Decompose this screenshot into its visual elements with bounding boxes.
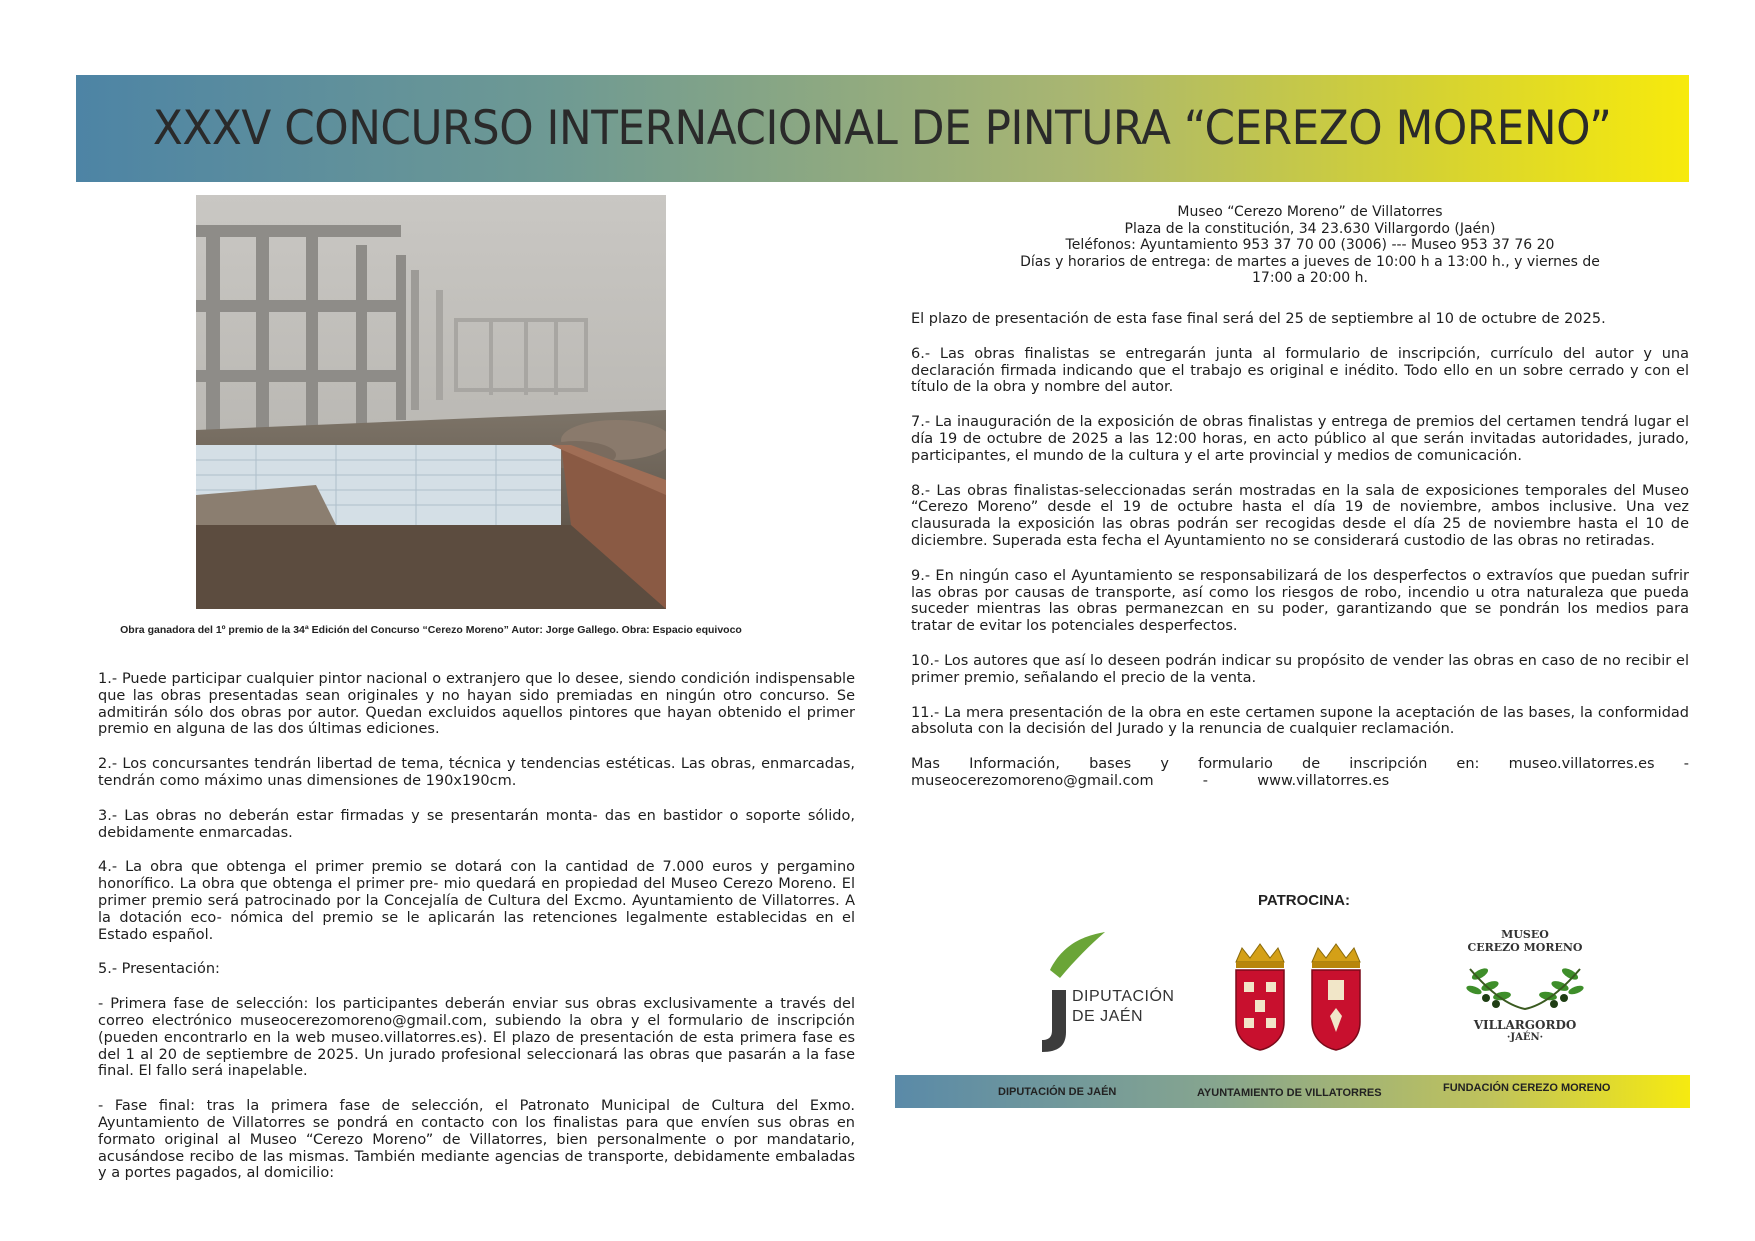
- more-info: [911, 756, 1689, 790]
- address-hours-2: 17:00 a 20:00 h.: [1252, 270, 1368, 286]
- museum-address: [1000, 204, 1620, 287]
- rule-4: 4.- La obra que obtenga el primer premio se dotará con la cantidad de 7.000 euros y pergamino honorífico. La obra que obtenga el primer pre- mio quedará en propiedad del Museo Cerezo Moreno. El primer premio será patrocinado por la Concejalía de Cultura del Excmo. Ayuntamiento de Villatorres. A la dotación eco- nómica del premio se le aplicarán las retenciones legalmente establecidas en el Estado español.: [98, 859, 855, 943]
- rule-3: 3.- Las obras no deberán estar firmadas y se presentarán monta- das en bastidor o soporte sólido, debidamente enmarcadas.: [98, 807, 855, 841]
- museo-logo-text-4: ·JAÉN·: [1506, 1032, 1544, 1043]
- photo-caption: Obra ganadora del 1º premio de la 34ª Edición del Concurso “Cerezo Moreno” Autor: Jorge Gallego. Obra: Espacio equivoco: [120, 624, 742, 636]
- diputacion-logo-text-2: DE JAÉN: [1072, 1008, 1144, 1025]
- museo-logo-text-2: CEREZO MORENO: [1467, 941, 1583, 954]
- sponsors-heading: PATROCINA:: [1258, 892, 1350, 909]
- footer-ayuntamiento: AYUNTAMIENTO DE VILLATORRES: [1197, 1087, 1382, 1099]
- diputacion-jaen-logo: [1030, 930, 1180, 1060]
- address-phones: Teléfonos: Ayuntamiento 953 37 70 00 (3006) --- Museo 953 37 76 20: [1065, 237, 1555, 253]
- footer-fundacion: FUNDACIÓN CEREZO MORENO: [1443, 1082, 1611, 1094]
- rule-9: 9.- En ningún caso el Ayuntamiento se responsabilizará de los desperfectos o extravíos que puedan sufrir las obras por causas de transporte, así como los riesgos de robo, incendio u otra naturaleza que pueda suceder mientras las obras permanezcan en su poder, garantizando que se pondrán los medios para tratar de evitar los potenciales desperfectos.: [911, 567, 1689, 635]
- contact-email[interactable]: museocerezomoreno@gmail.com: [911, 772, 1154, 789]
- address-hours: Días y horarios de entrega: de martes a jueves de 10:00 h a 13:00 h., y viernes de: [1020, 253, 1600, 270]
- address-line-1: Museo “Cerezo Moreno” de Villatorres: [1177, 204, 1443, 220]
- rule-7: 7.- La inauguración de la exposición de obras finalistas y entrega de premios del certamen tendrá lugar el día 19 de octubre de 2025 a las 12:00 horas, en acto público al que serán invitadas autoridades, jurado, participantes, el mundo de la cultura y el arte provincial y medios de comunicación.: [911, 414, 1689, 464]
- winning-artwork-photo: [196, 195, 666, 609]
- coat-of-arms-icon: [1230, 942, 1370, 1052]
- more-info-line-2: [911, 773, 1689, 790]
- rule-8: 8.- Las obras finalistas-seleccionadas serán mostradas en la sala de exposiciones temporales del Museo “Cerezo Moreno” desde el 19 de octubre hasta el día 19 de noviembre, ambos inclusive. Una vez clausurada la exposición las obras podrán ser recogidas desde el día 25 de noviembre hasta el 10 de diciembre. Superada esta fecha el Ayuntamiento no se considerará custodio de las obras no retiradas.: [911, 482, 1689, 549]
- page-title: XXXV CONCURSO INTERNACIONAL DE PINTURA “CEREZO MORENO”: [153, 101, 1612, 156]
- villatorres-coats-of-arms: [1230, 942, 1370, 1052]
- footer-diputacion: DIPUTACIÓN DE JAÉN: [998, 1086, 1117, 1098]
- museo-cerezo-moreno-logo: [1460, 928, 1590, 1058]
- diputacion-logo-text-1: DIPUTACIÓN: [1072, 988, 1175, 1005]
- rule-2: 2.- Los concursantes tendrán libertad de tema, técnica y tendencias estéticas. Las obras, enmarcadas, tendrán como máximo unas dimensiones de 190x190cm.: [98, 756, 855, 789]
- museo-logo-text-1: MUSEO: [1501, 928, 1549, 941]
- rule-5-first-phase: - Primera fase de selección: los participantes deberán enviar sus obras exclusivamente a través del correo electrónico museocerezomoreno@gmail.com, subiendo la obra y el formulario de inscripción (pueden encontrarlo en la web museo.villatorres.es). El plazo de presentación de esta primera fase es del 1 al 20 de septiembre de 2025. Un jurado profesional seleccionará las obras que pasarán a la fase final. El fallo será inapelable.: [98, 996, 855, 1080]
- rule-5-final-phase: - Fase final: tras la primera fase de selección, el Patronato Municipal de Cultura del Exmo. Ayuntamiento de Villatorres se pondrá en contacto con los finalistas para que envíen sus obras en formato original al Museo “Cerezo Moreno” de Villatorres, bien personalmente o por mandatario, acusándose recibo de las mismas. También mediante agencias de transporte, debidamente embaladas y a portes pagados, al domicilio:: [98, 1098, 855, 1182]
- rule-1: 1.- Puede participar cualquier pintor nacional o extranjero que lo desee, siendo condición indispensable que las obras presentadas sean originales y no hayan sido premiadas en ningún otro concurso. Se admitirán sólo dos obras por autor. Quedan excluidos aquellos pintores que hayan obtenido el primer premio en alguna de las dos últimas ediciones.: [98, 671, 855, 738]
- final-phase-deadline: El plazo de presentación de esta fase final será del 25 de septiembre al 10 de octubre de 2025.: [911, 311, 1606, 327]
- left-column: [98, 671, 855, 1200]
- contact-separator: -: [1202, 772, 1209, 789]
- rule-11: 11.- La mera presentación de la obra en este certamen supone la aceptación de las bases, la conformidad absoluta con la decisión del Jurado y la renuncia de cualquier reclamación.: [911, 704, 1689, 738]
- rule-6: 6.- Las obras finalistas se entregarán junta al formulario de inscripción, currículo del autor y una declaración firmada indicando que el trabajo es original e inédito. Todo ello en un sobre cerrado y con el título de la obra y nombre del autor.: [911, 345, 1689, 396]
- address-line-2: Plaza de la constitución, 34 23.630 Villargordo (Jaén): [1124, 220, 1496, 237]
- olive-branch-icon: [1460, 954, 1590, 1014]
- sponsors-footer-bar: [895, 1075, 1690, 1108]
- rule-5: 5.- Presentación:: [98, 961, 220, 978]
- museo-logo-text-3: VILLARGORDO: [1473, 1018, 1577, 1032]
- contact-website[interactable]: www.villatorres.es: [1257, 772, 1390, 789]
- right-column: [911, 311, 1689, 790]
- more-info-line-1: Mas Información, bases y formulario de inscripción en: museo.villatorres.es -: [911, 756, 1689, 773]
- title-banner: [76, 75, 1689, 182]
- artwork-illustration: [196, 195, 666, 609]
- rule-10: 10.- Los autores que así lo deseen podrán indicar su propósito de vender las obras en caso de no recibir el primer premio, señalando el precio de la venta.: [911, 652, 1689, 686]
